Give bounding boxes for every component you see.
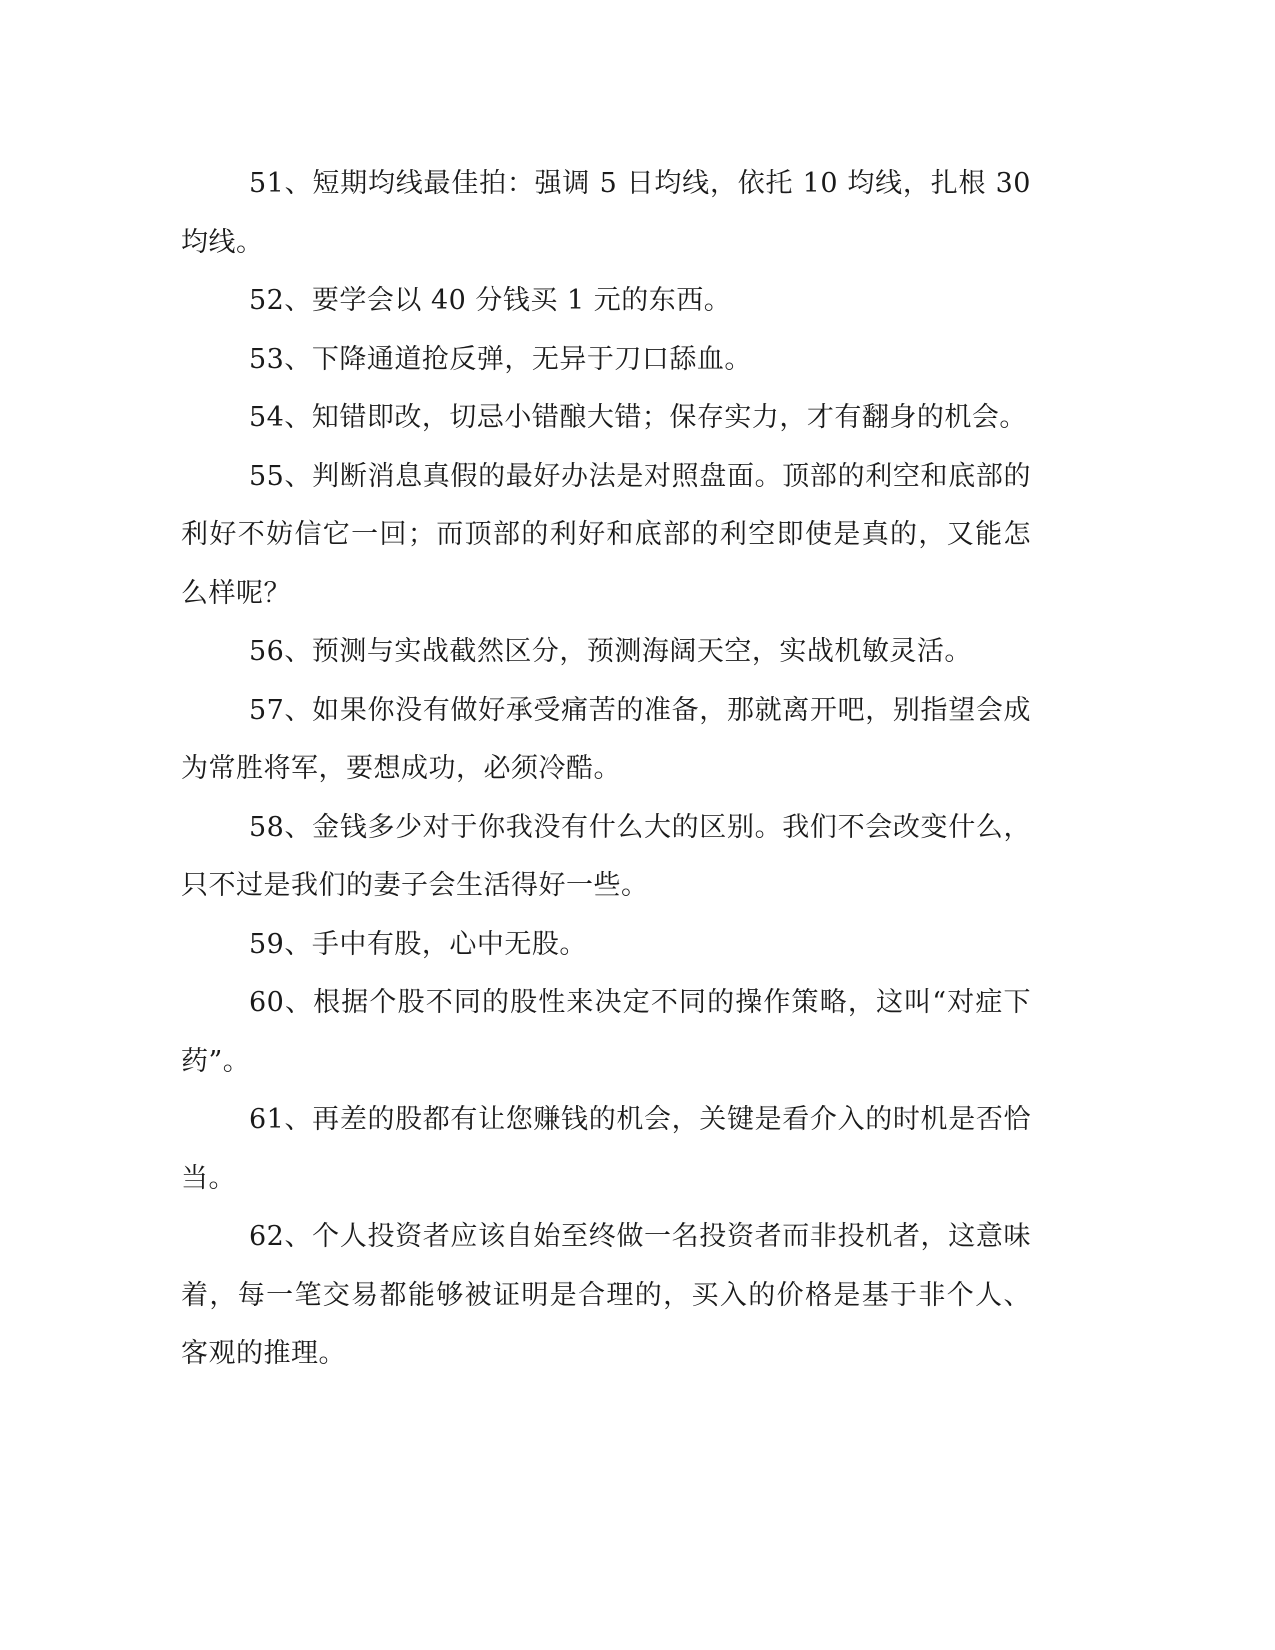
paragraph-62: 62、个人投资者应该自始至终做一名投资者而非投机者，这意味着，每一笔交易都能够被证明是合理的，买入的价格是基于非个人、客观的推理。 bbox=[181, 1221, 1031, 1369]
paragraph-56: 56、预测与实战截然区分，预测海阔天空，实战机敏灵活。 bbox=[249, 636, 972, 667]
paragraph-52: 52、要学会以 40 分钱买 1 元的东西。 bbox=[249, 285, 732, 316]
paragraph-61: 61、再差的股都有让您赚钱的机会，关键是看介入的时机是否恰当。 bbox=[181, 1104, 1031, 1194]
paragraph-60: 60、根据个股不同的股性来决定不同的操作策略，这叫“对症下药”。 bbox=[181, 987, 1031, 1077]
paragraph-59: 59、手中有股，心中无股。 bbox=[249, 928, 587, 960]
paragraph-53: 53、下降通道抢反弹，无异于刀口舔血。 bbox=[249, 343, 752, 375]
paragraph-55: 55、判断消息真假的最好办法是对照盘面。顶部的利空和底部的利好不妨信它一回；而顶部的利好和底部的利空即使是真的，又能怎么样呢？ bbox=[181, 460, 1031, 609]
paragraph-57: 57、如果你没有做好承受痛苦的准备，那就离开吧，别指望会成为常胜将军，要想成功，必须冷酷。 bbox=[181, 694, 1031, 784]
paragraph-58: 58、金钱多少对于你我没有什么大的区别。我们不会改变什么，只不过是我们的妻子会生活得好一些。 bbox=[181, 811, 1031, 901]
paragraph-54: 54、知错即改，切忌小错酿大错；保存实力，才有翻身的机会。 bbox=[249, 402, 1027, 433]
document-body bbox=[181, 155, 1031, 1384]
paragraph-51: 51、短期均线最佳拍：强调 5 日均线，依托 10 均线，扎根 30 均线。 bbox=[181, 168, 1031, 258]
